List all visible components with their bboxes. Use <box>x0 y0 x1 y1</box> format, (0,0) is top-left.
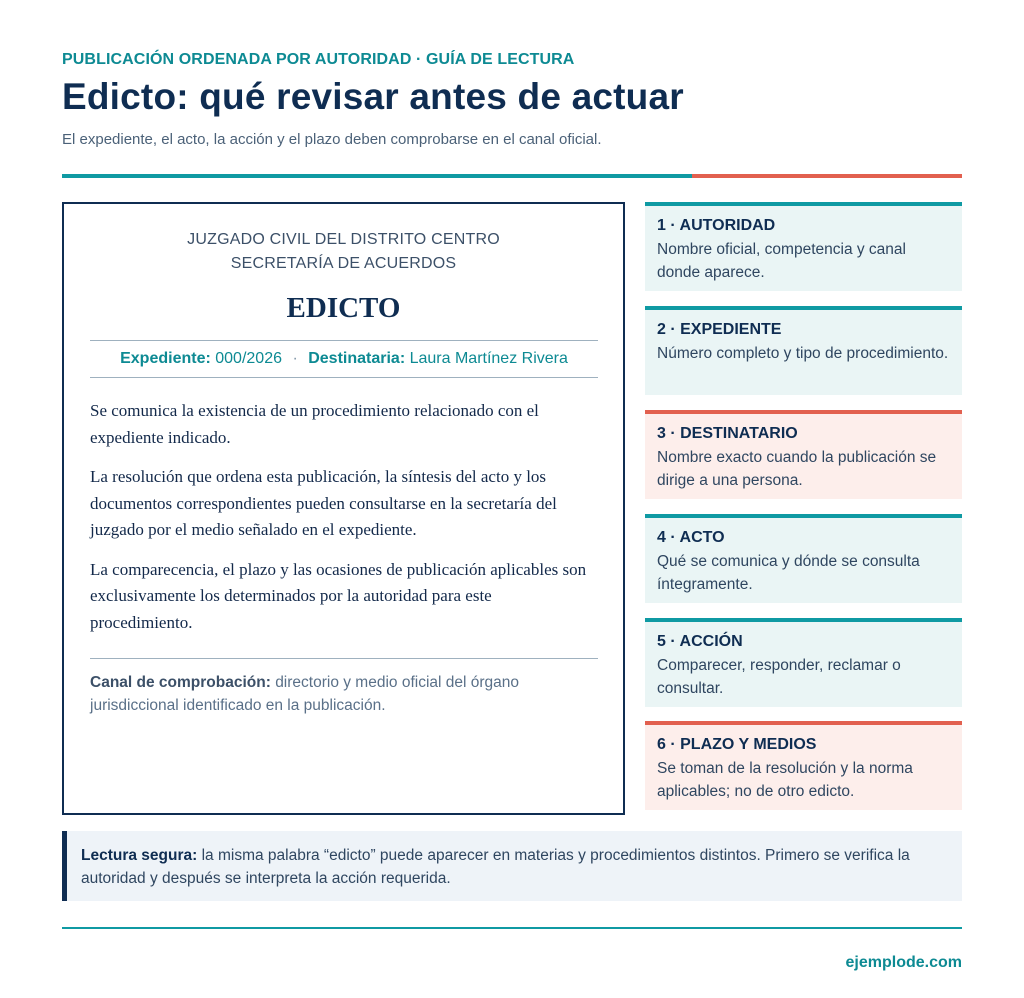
divider <box>90 658 598 659</box>
page-title: Edicto: qué revisar antes de actuar <box>62 76 684 117</box>
meta-separator: · <box>292 350 298 367</box>
card-text: Comparecer, responder, reclamar o consultar. <box>657 657 901 697</box>
card-title: 4 · ACTO <box>657 529 725 546</box>
card-text: Se toman de la resolución y la norma aplicables; no de otro edicto. <box>657 760 913 800</box>
divider <box>90 340 598 341</box>
court-office: SECRETARÍA DE ACUERDOS <box>230 255 457 272</box>
destinataria-label: Destinataria: <box>308 350 406 367</box>
card-text: Nombre exacto cuando la publicación se dirige a una persona. <box>657 449 937 489</box>
checklist-card-destinatario <box>645 410 962 499</box>
card-title: 6 · PLAZO Y MEDIOS <box>657 736 817 753</box>
paragraph: Se comunica la existencia de un procedimiento relacionado con el expediente indicado. <box>90 401 539 447</box>
card-text: Nombre oficial, competencia y canal donde aparece. <box>657 241 906 281</box>
checklist-card-expediente <box>645 306 962 395</box>
document-body <box>90 398 598 649</box>
checklist-card-autoridad <box>645 202 962 291</box>
divider <box>90 377 598 378</box>
card-title: 1 · AUTORIDAD <box>657 217 776 234</box>
destinataria-value: Laura Martínez Rivera <box>409 350 568 367</box>
checklist-card-acto <box>645 514 962 603</box>
edict-document <box>62 202 625 815</box>
paragraph: La resolución que ordena esta publicación, la síntesis del acto y los documentos correspondientes pueden consultarse en la secretaría del juzgado por el medio señalado en el expediente. <box>90 467 557 539</box>
safe-reading-note <box>62 831 962 901</box>
document-meta <box>90 350 598 368</box>
card-title: 3 · DESTINATARIO <box>657 425 798 442</box>
note-text: la misma palabra “edicto” puede aparecer en materias y procedimientos distintos. Primero se verifica la autoridad y después se interpreta la acción requerida. <box>81 847 910 887</box>
page-subtitle: El expediente, el acto, la acción y el plazo deben comprobarse en el canal oficial. <box>62 131 602 148</box>
footer-rule <box>62 927 962 929</box>
note-label: Lectura segura: <box>81 847 198 864</box>
expediente-value: 000/2026 <box>215 350 282 367</box>
court-name: JUZGADO CIVIL DEL DISTRITO CENTRO <box>187 231 500 248</box>
expediente-label: Expediente: <box>120 350 211 367</box>
document-heading: EDICTO <box>286 292 401 324</box>
canal-text: directorio y medio oficial del órgano jurisdiccional identificado en la publicación. <box>90 674 520 714</box>
card-title: 2 · EXPEDIENTE <box>657 321 782 338</box>
canal-label: Canal de comprobación: <box>90 674 271 691</box>
paragraph: La comparecencia, el plazo y las ocasiones de publicación aplicables son exclusivamente los determinados por la autoridad para este procedimiento. <box>90 559 587 632</box>
header-rule-teal <box>62 174 692 178</box>
header-rule-coral <box>692 174 962 178</box>
eyebrow-label: PUBLICACIÓN ORDENADA POR AUTORIDAD · GUÍA DE LECTURA <box>62 51 575 68</box>
checklist-card-plazo <box>645 721 962 810</box>
card-title: 5 · ACCIÓN <box>657 633 743 650</box>
verification-channel <box>90 671 598 717</box>
brand-link[interactable]: ejemplode.com <box>845 954 962 971</box>
card-text: Qué se comunica y dónde se consulta íntegramente. <box>657 553 920 593</box>
checklist-card-accion <box>645 618 962 707</box>
card-text: Número completo y tipo de procedimiento. <box>657 345 949 362</box>
